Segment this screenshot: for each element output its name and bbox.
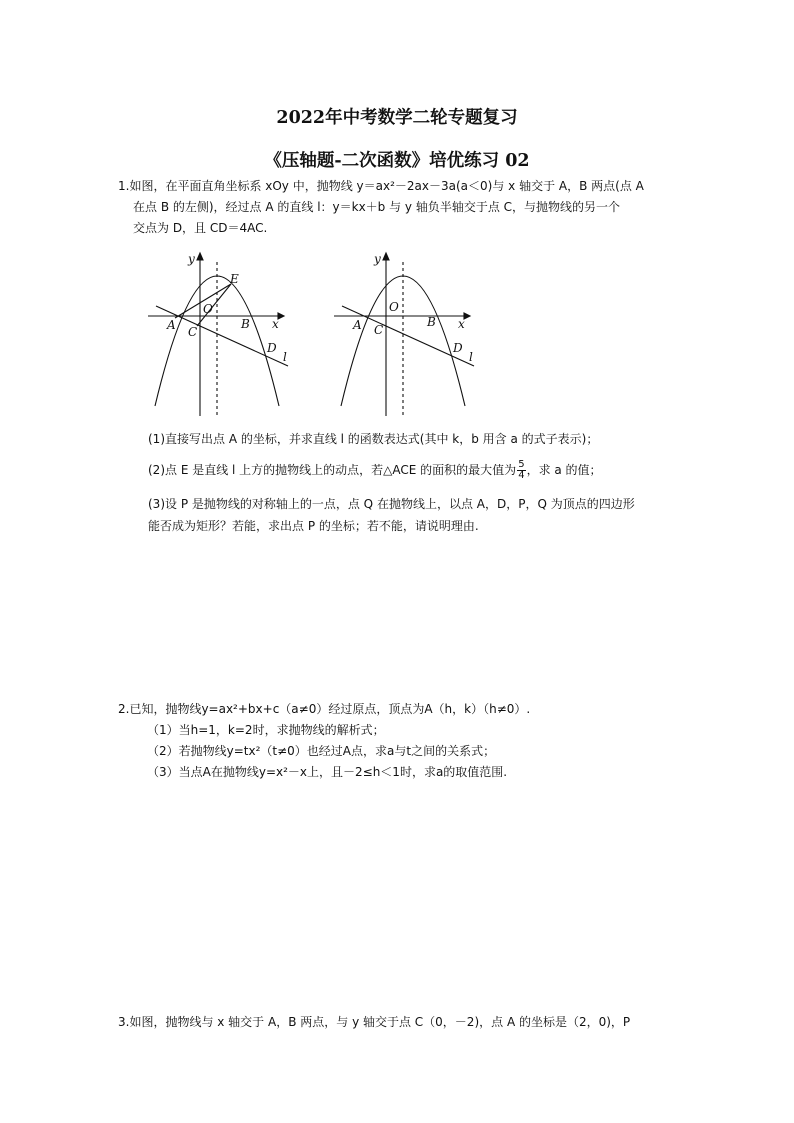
label-l: l (469, 350, 473, 364)
label-C: C (188, 325, 198, 339)
q3-text-line-1: 3.如图，抛物线与 x 轴交于 A，B 两点，与 y 轴交于点 C（0，－2)，点 A 的坐标是（2，0)，P (118, 1015, 631, 1029)
title-line-2: 《压轴题-二次函数》培优练习 02 (264, 151, 530, 171)
q1-text-line-2: 在点 B 的左侧)，经过点 A 的直线 l：y＝kx＋b 与 y 轴负半轴交于点 C，与抛物线的另一个 (133, 200, 621, 214)
q1-part-3-line-2: 能否成为矩形？若能，求出点 P 的坐标；若不能，请说明理由. (148, 519, 479, 533)
fraction-5-4 (517, 460, 525, 481)
x-axis-arrow-icon (464, 313, 470, 319)
q1-figure-1 (140, 248, 300, 420)
label-C: C (374, 323, 384, 337)
q2-text-line-1: 2.已知，抛物线y=ax²+bx+c（a≠0）经过原点，顶点为A（h，k）（h≠0）. (118, 702, 531, 716)
label-D: D (453, 341, 463, 355)
q1-part-1: (1)直接写出点 A 的坐标，并求直线 l 的函数表达式(其中 k，b 用含 a 的式子表示)； (148, 432, 599, 446)
q1-part-2 (148, 460, 602, 481)
line-l (342, 306, 474, 366)
fraction-numerator: 5 (518, 459, 525, 470)
q2-part-2: （2）若抛物线y=tx²（t≠0）也经过A点，求a与t之间的关系式； (147, 744, 496, 758)
label-B: B (241, 317, 250, 331)
y-axis-arrow-icon (383, 253, 389, 260)
label-y: y (188, 252, 195, 266)
q1-part-2-text-a: (2)点 E 是直线 l 上方的抛物线上的动点，若△ACE 的面积的最大值为 (148, 463, 517, 477)
label-O: O (203, 302, 213, 316)
q2-part-1: （1）当h=1，k=2时，求抛物线的解析式； (147, 723, 385, 737)
q1-part-3-line-1: (3)设 P 是抛物线的对称轴上的一点，点 Q 在抛物线上，以点 A，D，P，Q 为顶点的四边形 (148, 497, 635, 511)
x-axis-arrow-icon (278, 313, 284, 319)
title-line-1: 2022年中考数学二轮专题复习 (276, 108, 518, 128)
q1-text-line-1: 1.如图，在平面直角坐标系 xOy 中，抛物线 y＝ax²－2ax－3a(a＜0)与 x 轴交于 A，B 两点(点 A (118, 179, 644, 193)
label-x: x (272, 317, 279, 331)
label-E: E (230, 272, 239, 286)
fraction-denominator: 4 (518, 470, 525, 481)
q1-text-line-3: 交点为 D，且 CD＝4AC. (133, 221, 268, 235)
q1-figure-2 (326, 248, 486, 420)
label-D: D (267, 341, 277, 355)
line-l (156, 306, 288, 366)
label-x: x (458, 317, 465, 331)
label-O: O (389, 300, 399, 314)
y-axis-arrow-icon (197, 253, 203, 260)
label-A: A (167, 318, 176, 332)
label-y: y (374, 252, 381, 266)
label-l: l (283, 350, 287, 364)
q1-part-2-text-b: ，求 a 的值； (526, 463, 602, 477)
label-A: A (353, 318, 362, 332)
q2-part-3: （3）当点A在抛物线y=x²－x上，且－2≤h＜1时，求a的取值范围. (147, 765, 508, 779)
label-B: B (427, 315, 436, 329)
